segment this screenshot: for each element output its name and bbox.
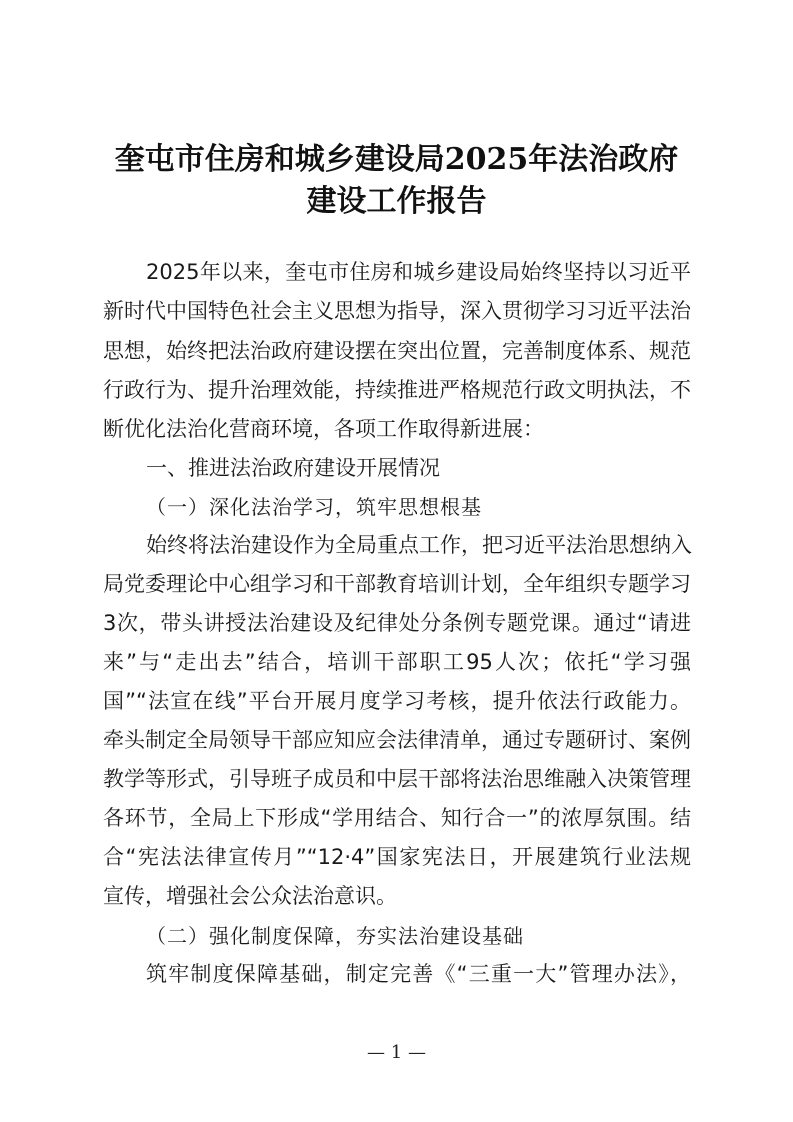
paragraph-1-line-1: 2025年以来，奎屯市住房和城乡建设局始终坚持以习近平 bbox=[146, 260, 691, 284]
paragraph-1-line-3: 思想，始终把法治政府建设摆在突出位置，完善制度体系、规范 bbox=[103, 339, 691, 363]
subsection-heading-2: （二）强化制度保障，夯实法治建设基础 bbox=[146, 924, 524, 948]
section-heading-1: 一、推进法治政府建设开展情况 bbox=[146, 456, 440, 480]
document-title-line-1: 奎屯市住房和城乡建设局2025年法治政府 bbox=[114, 142, 679, 177]
document-title-line-2: 建设工作报告 bbox=[306, 184, 487, 219]
paragraph-2-line-3: 3次，带头讲授法治建设及纪律处分条例专题党课。通过“请进 bbox=[103, 611, 691, 635]
paragraph-2-line-7: 教学等形式，引导班子成员和中层干部将法治思维融入决策管理 bbox=[103, 767, 691, 791]
subsection-heading-1: （一）深化法治学习，筑牢思想根基 bbox=[146, 495, 482, 519]
paragraph-1-line-5: 断优化法治化营商环境，各项工作取得新进展： bbox=[103, 417, 544, 441]
paragraph-2-line-6: 牵头制定全局领导干部应知应会法律清单，通过专题研讨、案例 bbox=[103, 728, 691, 752]
paragraph-2-line-8: 各环节，全局上下形成“学用结合、知行合一”的浓厚氛围。结 bbox=[103, 806, 691, 830]
paragraph-2-line-1: 始终将法治建设作为全局重点工作，把习近平法治思想纳入 bbox=[146, 533, 692, 557]
paragraph-2-line-4: 来”与“走出去”结合，培训干部职工95人次；依托“学习强 bbox=[103, 650, 691, 674]
paragraph-2-line-10: 宣传，增强社会公众法治意识。 bbox=[103, 884, 397, 908]
paragraph-2-line-5: 国”“法宣在线”平台开展月度学习考核，提升依法行政能力。 bbox=[103, 689, 691, 713]
paragraph-2-line-9: 合“宪法法律宣传月”“12·4”国家宪法日，开展建筑行业法规 bbox=[103, 845, 691, 869]
paragraph-1-line-2: 新时代中国特色社会主义思想为指导，深入贯彻学习习近平法治 bbox=[103, 299, 691, 323]
paragraph-3-line-1: 筑牢制度保障基础，制定完善《“三重一大”管理办法》， bbox=[146, 962, 691, 986]
paragraph-1-line-4: 行政行为、提升治理效能，持续推进严格规范行政文明执法，不 bbox=[103, 378, 691, 402]
paragraph-2-line-2: 局党委理论中心组学习和干部教育培训计划，全年组织专题学习 bbox=[103, 572, 691, 596]
page-number: — 1 — bbox=[367, 1042, 426, 1063]
